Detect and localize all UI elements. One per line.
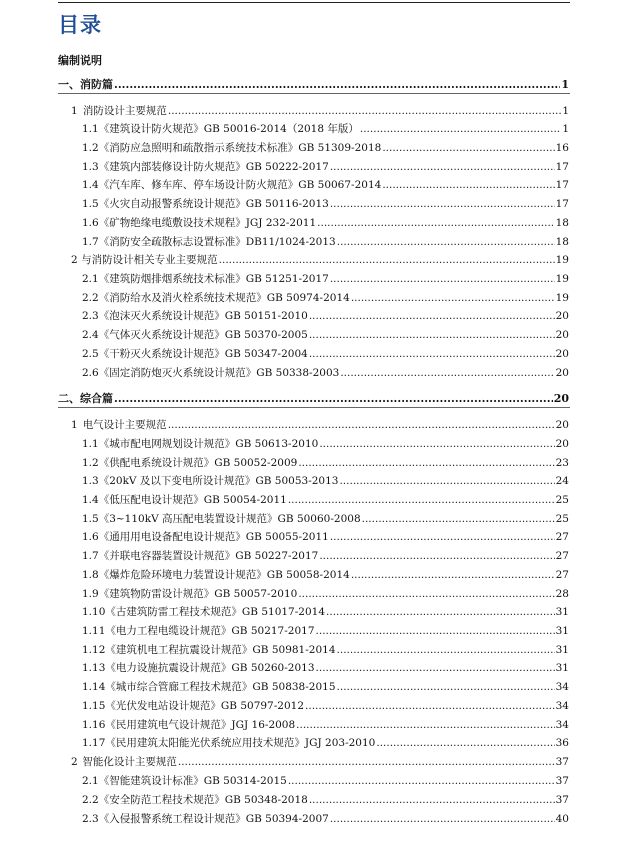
dot-leader: [337, 643, 555, 657]
toc-page-number: 34: [555, 681, 569, 693]
toc-section-entry[interactable]: [82, 493, 569, 507]
toc-entry-number: 2.5: [82, 348, 99, 360]
toc-chapter-entry[interactable]: [71, 253, 569, 267]
toc-entry-number: 2.6: [82, 367, 99, 379]
dot-leader: [326, 605, 555, 619]
toc-entry-title: 《民用建筑太阳能光伏系统应用技术规范》JGJ 203-2010: [105, 737, 376, 749]
toc-section-entry[interactable]: [82, 643, 569, 657]
toc-entry-number: 1.6: [82, 217, 99, 229]
dot-leader: [309, 347, 555, 361]
toc-entry-number: 2.1: [82, 273, 99, 285]
toc-entry-number: 二、综合篇: [58, 392, 113, 405]
toc-entry-number: 1.4: [82, 494, 99, 506]
toc-entry-title: 《消防应急照明和疏散指示系统技术标准》GB 51309-2018: [98, 142, 382, 154]
dot-leader: [382, 141, 554, 155]
toc-section-entry[interactable]: [82, 122, 569, 136]
toc-page-number: 18: [555, 236, 569, 248]
toc-entry-title: 《城市配电网规划设计规范》GB 50613-2010: [98, 438, 319, 450]
dot-leader: [298, 587, 554, 601]
toc-entry-title: 《3~110kV 高压配电装置设计规范》GB 50060-2008: [98, 513, 361, 525]
toc-entry-title: 《建筑设计防火规范》GB 50016-2014（2018 年版）: [98, 123, 359, 135]
toc-entry-title: 《安全防范工程技术规范》GB 50348-2018: [98, 794, 308, 806]
toc-page-number: 27: [555, 550, 569, 562]
dot-leader: [362, 512, 555, 526]
dot-leader: [360, 122, 561, 136]
toc-section-entry[interactable]: [82, 178, 569, 192]
toc-section-entry[interactable]: [82, 160, 569, 174]
toc-page-number: 20: [555, 329, 569, 341]
dot-leader: [351, 568, 555, 582]
toc-section-entry[interactable]: [82, 309, 569, 323]
toc-entry-number: 2.3: [82, 813, 99, 825]
dot-leader: [330, 530, 555, 544]
toc-section-entry[interactable]: [82, 197, 569, 211]
toc-entry-title: 《消防安全疏散标志设置标准》DB11/1024-2013: [98, 236, 336, 248]
dot-leader: [168, 104, 561, 118]
dot-leader: [309, 309, 555, 323]
toc-page-number: 37: [555, 756, 569, 768]
dot-leader: [114, 392, 553, 406]
toc-section-entry[interactable]: [82, 272, 569, 286]
toc-entry-title: 《通用用电设备配电设计规范》GB 50055-2011: [98, 531, 329, 543]
toc-section-entry[interactable]: [82, 291, 569, 305]
toc-section-entry[interactable]: [82, 568, 569, 582]
toc-entry-title: 《固定消防炮灭火系统设计规范》GB 50338-2003: [98, 367, 340, 379]
toc-page-number: 27: [555, 531, 569, 543]
toc-section-entry[interactable]: [82, 774, 569, 788]
toc-entry-title: 《低压配电设计规范》GB 50054-2011: [98, 494, 287, 506]
dot-leader: [351, 291, 555, 305]
toc-entry-title: 《干粉灭火系统设计规范》GB 50347-2004: [98, 348, 308, 360]
dot-leader: [376, 736, 554, 750]
toc-section-entry[interactable]: [82, 141, 569, 155]
toc-page-number: 25: [555, 513, 569, 525]
toc-entry-number: 2: [71, 756, 78, 768]
toc-entry-title: 电气设计主要规范: [82, 419, 167, 431]
toc-page-number: 20: [555, 438, 569, 450]
toc-page-number: 40: [555, 813, 569, 825]
toc-section-entry[interactable]: [82, 549, 569, 563]
dot-leader: [309, 328, 555, 342]
dot-leader: [339, 474, 554, 488]
toc-page-number: 20: [553, 392, 569, 405]
toc-entry-number: 1.9: [82, 588, 99, 600]
toc-entry-title: 《火灾自动报警系统设计规范》GB 50116-2013: [98, 198, 329, 210]
toc-section-entry[interactable]: [82, 718, 569, 732]
toc-entry-title: 《入侵报警系统工程设计规范》GB 50394-2007: [98, 813, 329, 825]
dot-leader: [305, 699, 555, 713]
dot-leader: [316, 661, 555, 675]
toc-page-number: 20: [555, 310, 569, 322]
toc-page-number: 20: [555, 419, 569, 431]
toc-section-entry[interactable]: [82, 605, 569, 619]
toc-page-number: 19: [555, 273, 569, 285]
toc-section-entry[interactable]: [82, 235, 569, 249]
dot-leader: [178, 755, 555, 769]
toc-section-entry[interactable]: [82, 736, 569, 750]
toc-entry-number: 1.16: [82, 719, 106, 731]
toc-entry-title: 《消防给水及消火栓系统技术规范》GB 50974-2014: [98, 292, 350, 304]
toc-entry-title: 《泡沫灭火系统设计规范》GB 50151-2010: [98, 310, 308, 322]
dot-leader: [219, 253, 555, 267]
toc-entry-number: 1.2: [82, 457, 99, 469]
toc-entry-title: 《汽车库、修车库、停车场设计防火规范》GB 50067-2014: [98, 179, 382, 191]
toc-entry-title: 《并联电容器装置设计规范》GB 50227-2017: [98, 550, 319, 562]
toc-entry-number: 1.3: [82, 475, 99, 487]
dot-leader: [330, 160, 555, 174]
toc-entry-number: 1.10: [82, 606, 106, 618]
dot-leader: [168, 418, 555, 432]
toc-section-entry[interactable]: [82, 699, 569, 713]
toc-entry-title: 《电力工程电缆设计规范》GB 50217-2017: [105, 625, 315, 637]
toc-page-number: 28: [555, 588, 569, 600]
toc-entry-number: 1.3: [82, 161, 99, 173]
toc-entry-number: 1.1: [82, 438, 99, 450]
toc-page-number: 17: [555, 161, 569, 173]
toc-entry-number: 2: [71, 254, 78, 266]
toc-entry-number: 1.11: [82, 625, 106, 637]
toc-chapter-entry[interactable]: [71, 418, 569, 432]
dot-leader: [340, 366, 554, 380]
toc-chapter-entry[interactable]: [71, 755, 569, 769]
toc-section-entry[interactable]: [82, 661, 569, 675]
dot-leader: [317, 216, 554, 230]
toc-page-number: 36: [555, 737, 569, 749]
toc-entry-number: 1.6: [82, 531, 99, 543]
dot-leader: [288, 774, 555, 788]
toc-entry-number: 1.2: [82, 142, 99, 154]
toc-entry-title: 《矿物绝缘电缆敷设技术规程》JGJ 232-2011: [98, 217, 317, 229]
toc-entry-title: 《智能建筑设计标准》GB 50314-2015: [98, 775, 287, 787]
toc-chapter-entry[interactable]: [71, 104, 569, 118]
dot-leader: [319, 437, 554, 451]
toc-entry-title: 《建筑物防雷设计规范》GB 50057-2010: [98, 588, 298, 600]
dot-leader: [298, 456, 554, 470]
dot-leader: [382, 178, 554, 192]
toc-page-number: 17: [555, 179, 569, 191]
toc-entry-number: 1.15: [82, 700, 106, 712]
toc-page-number: 16: [555, 142, 569, 154]
toc-page-number: 31: [555, 644, 569, 656]
toc-entry-title: 消防设计主要规范: [82, 105, 167, 117]
toc-page-number: 27: [555, 569, 569, 581]
toc-page-number: 37: [555, 775, 569, 787]
dot-leader: [337, 680, 555, 694]
toc-section-entry[interactable]: [82, 624, 569, 638]
page-title: 目录: [58, 13, 102, 37]
toc-page-number: 34: [555, 719, 569, 731]
toc-entry-compilation-notes[interactable]: 编制说明: [58, 54, 102, 67]
toc-page-number: 31: [555, 662, 569, 674]
toc-entry-number: 1.5: [82, 513, 99, 525]
toc-section-entry[interactable]: [82, 512, 569, 526]
toc-section-entry[interactable]: [82, 812, 569, 826]
toc-part-entry[interactable]: [58, 392, 569, 406]
toc-entry-number: 1.1: [82, 123, 99, 135]
toc-page-number: 17: [555, 198, 569, 210]
toc-section-entry[interactable]: [82, 456, 569, 470]
toc-page-number: 23: [555, 457, 569, 469]
toc-section-entry[interactable]: [82, 680, 569, 694]
toc-entry-number: 1.4: [82, 179, 99, 191]
toc-page-number: 20: [555, 367, 569, 379]
toc-page-number: 37: [555, 794, 569, 806]
toc-page-number: 18: [555, 217, 569, 229]
dot-leader: [330, 197, 555, 211]
toc-entry-number: 1.7: [82, 236, 99, 248]
toc-entry-title: 《古建筑防雷工程技术规范》GB 51017-2014: [105, 606, 326, 618]
dot-leader: [288, 493, 555, 507]
toc-entry-title: 《电力设施抗震设计规范》GB 50260-2013: [105, 662, 315, 674]
toc-entry-title: 《爆炸危险环境电力装置设计规范》GB 50058-2014: [98, 569, 350, 581]
toc-entry-number: 1.8: [82, 569, 99, 581]
toc-section-entry[interactable]: [82, 530, 569, 544]
toc-page-number: 24: [555, 475, 569, 487]
toc-entry-title: 《光伏发电站设计规范》GB 50797-2012: [105, 700, 305, 712]
toc-entry-number: 1.17: [82, 737, 106, 749]
toc-page-number: 20: [555, 348, 569, 360]
toc-page-number: 1: [562, 123, 569, 135]
toc-entry-number: 1.13: [82, 662, 106, 674]
toc-entry-title: 《20kV 及以下变电所设计规范》GB 50053-2013: [98, 475, 339, 487]
toc-entry-number: 1.12: [82, 644, 106, 656]
toc-entry-title: 《气体灭火系统设计规范》GB 50370-2005: [98, 329, 308, 341]
dot-leader: [309, 793, 555, 807]
dot-leader: [337, 235, 555, 249]
toc-entry-number: 2.4: [82, 329, 99, 341]
toc-page-number: 1: [561, 78, 569, 91]
toc-section-entry[interactable]: [82, 216, 569, 230]
dot-leader: [330, 812, 555, 826]
toc-section-entry[interactable]: [82, 328, 569, 342]
toc-entry-number: 1.7: [82, 550, 99, 562]
toc-section-entry[interactable]: [82, 474, 569, 488]
toc-entry-number: 2.2: [82, 292, 99, 304]
toc-entry-number: 2.2: [82, 794, 99, 806]
dot-leader: [114, 78, 560, 92]
part-underline: [58, 93, 570, 94]
toc-section-entry[interactable]: [82, 366, 569, 380]
toc-entry-number: 1: [71, 105, 78, 117]
dot-leader: [316, 624, 555, 638]
toc-entry-title: 《供配电系统设计规范》GB 50052-2009: [98, 457, 298, 469]
toc-entry-title: 《城市综合管廊工程技术规范》GB 50838-2015: [105, 681, 336, 693]
toc-section-entry[interactable]: [82, 587, 569, 601]
toc-part-entry[interactable]: [58, 78, 569, 92]
toc-entry-number: 一、消防篇: [58, 78, 113, 91]
toc-page-number: 25: [555, 494, 569, 506]
toc-entry-title: 与消防设计相关专业主要规范: [81, 254, 218, 266]
toc-page-number: 19: [555, 292, 569, 304]
toc-page-number: 31: [555, 606, 569, 618]
toc-page-number: 19: [555, 254, 569, 266]
toc-entry-title: 智能化设计主要规范: [82, 756, 177, 768]
toc-entry-number: 1.14: [82, 681, 106, 693]
toc-entry-number: 1.5: [82, 198, 99, 210]
toc-page-number: 34: [555, 700, 569, 712]
dot-leader: [296, 718, 554, 732]
toc-entry-number: 2.1: [82, 775, 99, 787]
dot-leader: [330, 272, 555, 286]
toc-entry-number: 1: [71, 419, 78, 431]
toc-entry-title: 《民用建筑电气设计规范》JGJ 16-2008: [105, 719, 296, 731]
toc-section-entry[interactable]: [82, 437, 569, 451]
toc-page-number: 1: [562, 105, 569, 117]
dot-leader: [319, 549, 554, 563]
toc-entry-title: 《建筑防烟排烟系统技术标准》GB 51251-2017: [98, 273, 329, 285]
toc-entry-title: 《建筑机电工程抗震设计规范》GB 50981-2014: [105, 644, 336, 656]
toc-page-number: 31: [555, 625, 569, 637]
part-underline: [58, 407, 570, 408]
toc-entry-title: 《建筑内部装修设计防火规范》GB 50222-2017: [98, 161, 329, 173]
toc-section-entry[interactable]: [82, 793, 569, 807]
toc-entry-number: 2.3: [82, 310, 99, 322]
toc-section-entry[interactable]: [82, 347, 569, 361]
